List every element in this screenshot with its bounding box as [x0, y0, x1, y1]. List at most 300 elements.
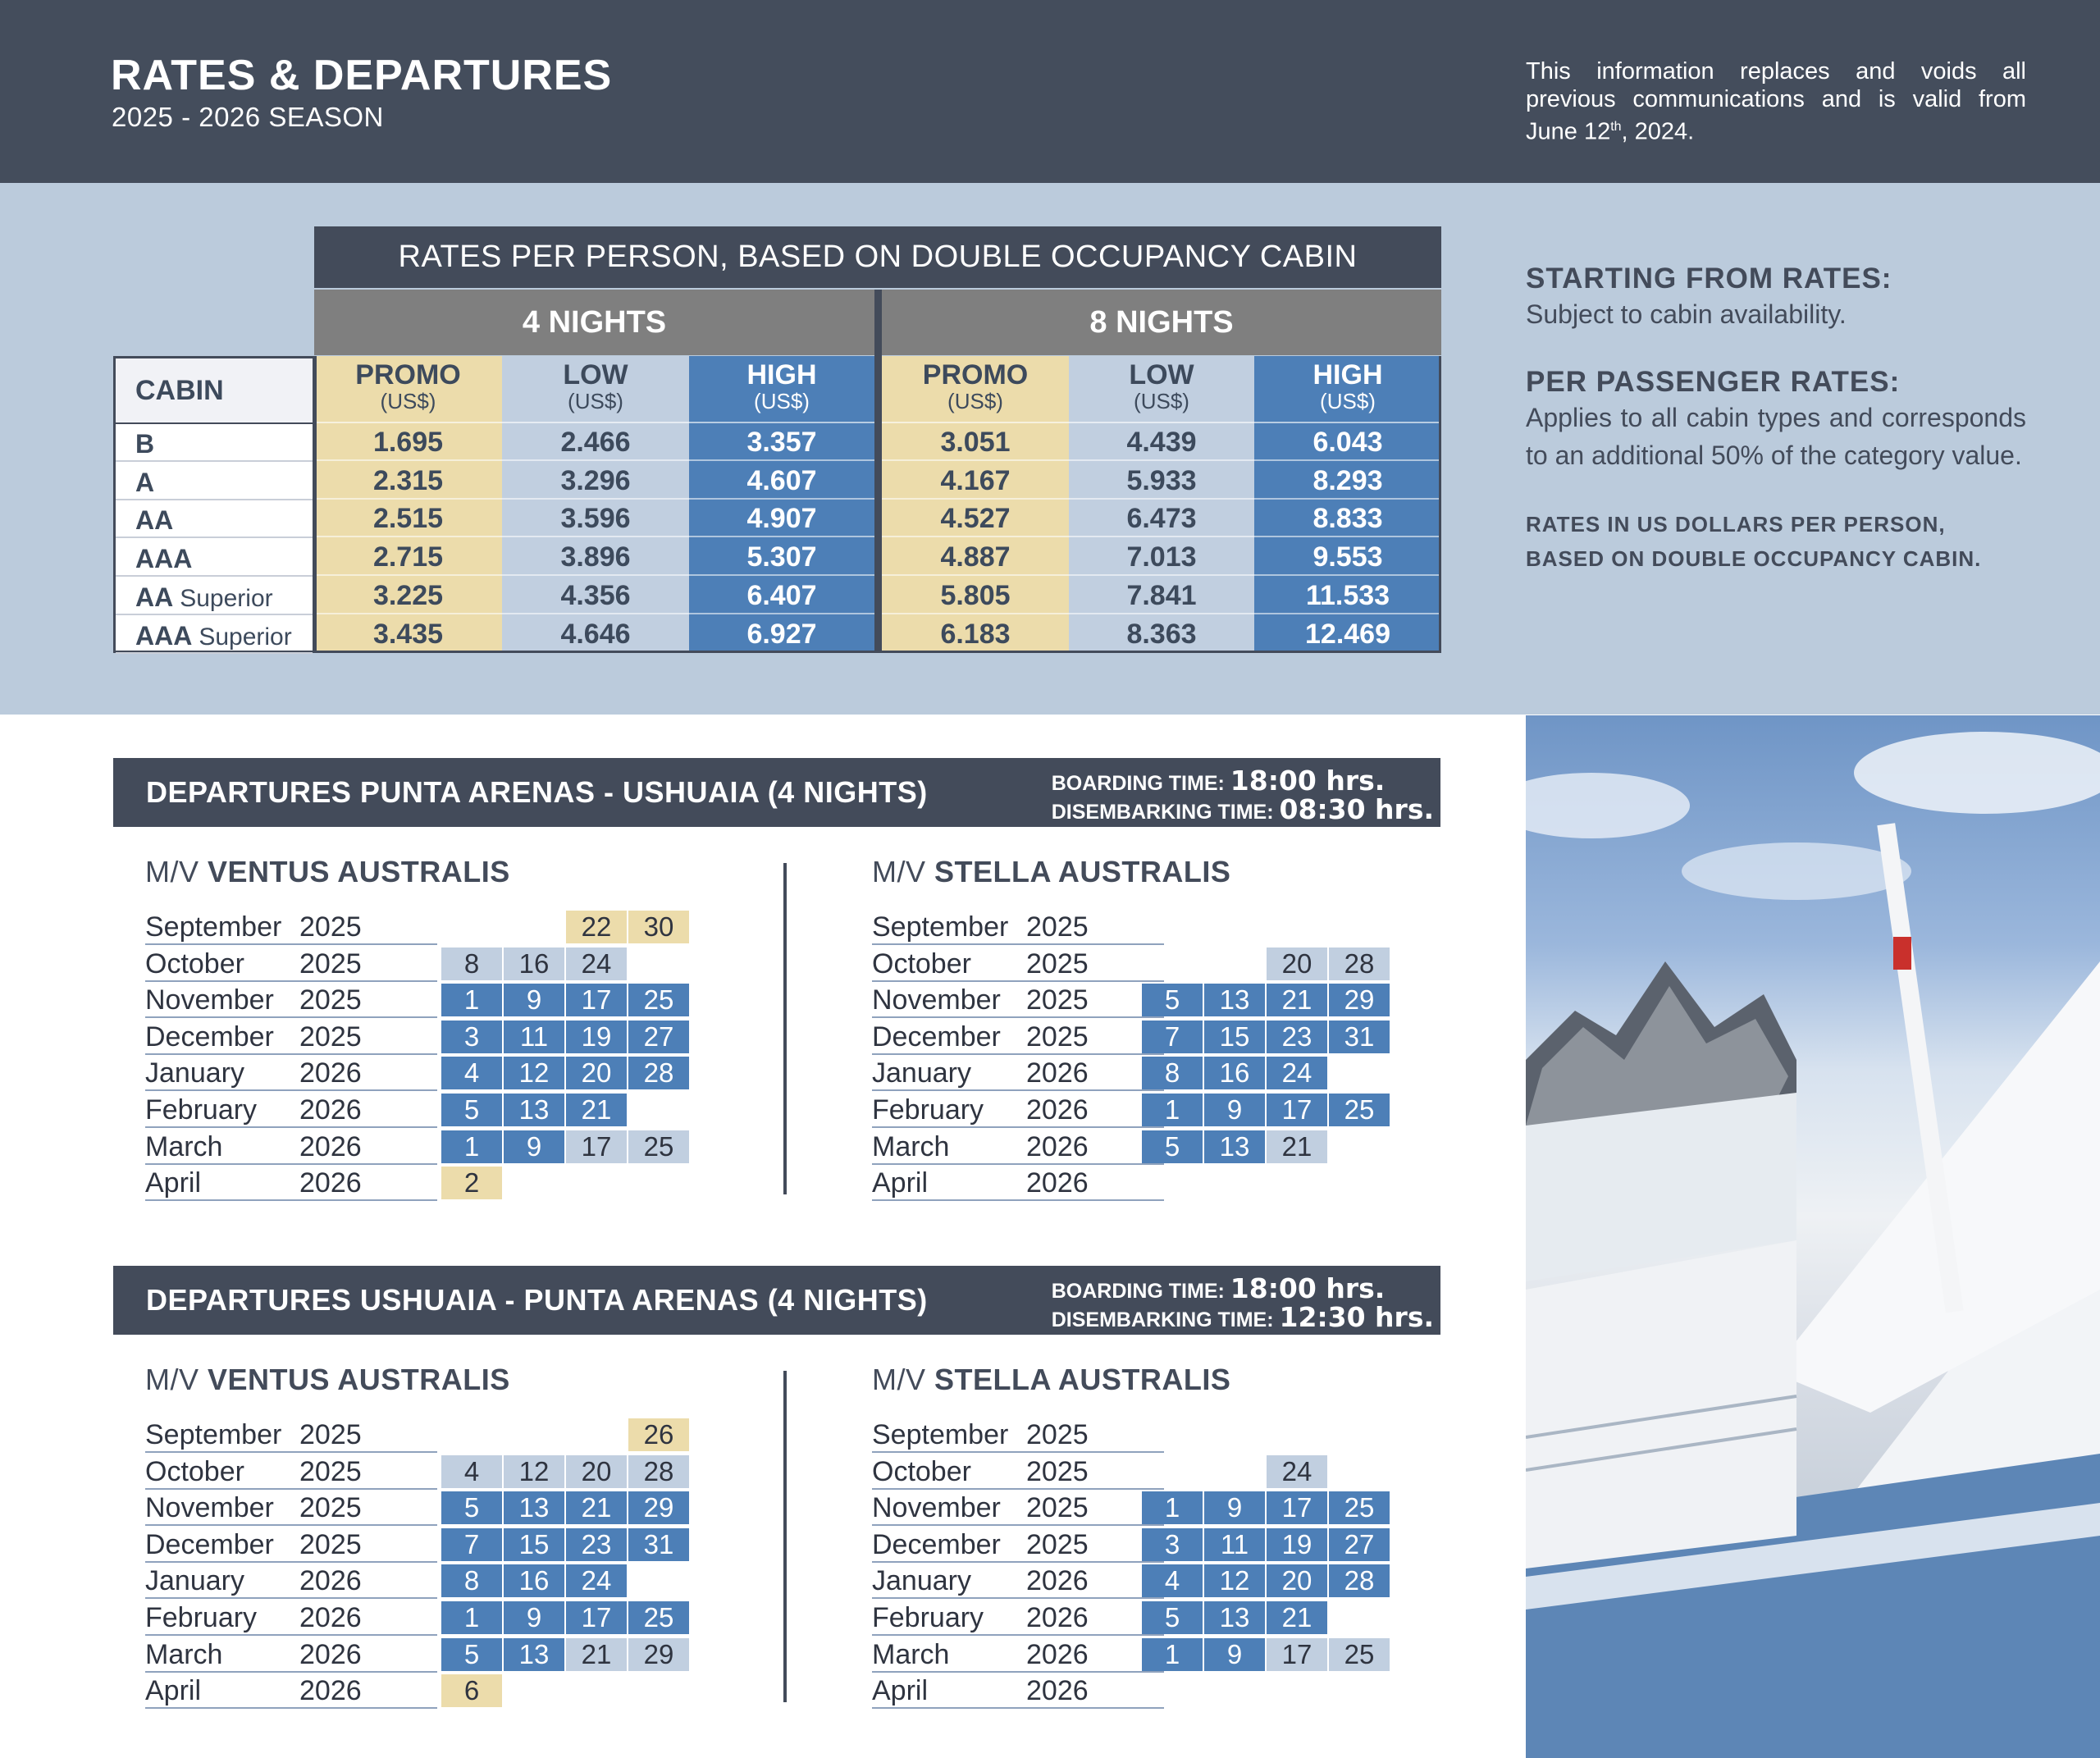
- departure-date: 1: [1142, 1094, 1203, 1126]
- month-row: [145, 1600, 441, 1636]
- rate-cell: 6.473: [1069, 500, 1254, 537]
- departure-date: 7: [441, 1528, 502, 1561]
- rates-divider: [874, 290, 882, 653]
- departure-date: 3: [441, 1021, 502, 1053]
- ship-deck-illustration: [1526, 715, 2100, 1758]
- departure-date: 24: [566, 947, 627, 980]
- departure-date: 23: [1267, 1021, 1327, 1053]
- departure-date: 25: [628, 1601, 689, 1634]
- departure-date: 5: [441, 1491, 502, 1524]
- rate-cell: 5.307: [689, 538, 874, 576]
- departure-date: 7: [1142, 1021, 1203, 1053]
- month-row: [145, 1673, 441, 1709]
- rate-column-unit: (US$): [754, 389, 810, 413]
- cabin-row: [116, 539, 313, 577]
- month-row: [872, 1673, 1167, 1709]
- departure-date: 1: [1142, 1491, 1203, 1524]
- month-row: [145, 1165, 441, 1201]
- departure-date: 12: [1204, 1564, 1265, 1597]
- rate-column-header: HIGH: [746, 359, 817, 390]
- month-row: [872, 946, 1167, 982]
- month-name: April: [145, 1167, 202, 1199]
- rate-column-n8-promo: [882, 356, 1069, 653]
- month-year: 2026: [1026, 1602, 1089, 1633]
- departure-date: 8: [441, 947, 502, 980]
- ship-name: STELLA AUSTRALIS: [934, 1363, 1231, 1396]
- month-name: December: [872, 1021, 1001, 1053]
- departure-date: 20: [1267, 1564, 1327, 1597]
- departure-date: 5: [441, 1638, 502, 1671]
- cabin-name: AAA: [135, 544, 193, 574]
- departure-date: 13: [504, 1094, 564, 1126]
- ship-prefix: M/V: [145, 855, 199, 888]
- month-name: February: [145, 1602, 258, 1633]
- month-name: March: [872, 1130, 950, 1162]
- ship-title: [145, 1363, 510, 1397]
- schedule-times: [1051, 765, 1434, 825]
- disembark-label: DISEMBARKING TIME:: [1051, 801, 1274, 824]
- month-name: March: [145, 1130, 223, 1162]
- ship-name: STELLA AUSTRALIS: [934, 855, 1231, 888]
- month-underline: [145, 1199, 437, 1201]
- month-row: [145, 909, 441, 945]
- departure-date: 12: [504, 1057, 564, 1089]
- rate-cell: 4.439: [1069, 423, 1254, 461]
- departure-date: 25: [1329, 1094, 1390, 1126]
- month-row: [145, 1527, 441, 1563]
- cabin-row: [116, 578, 313, 615]
- month-year: 2025: [299, 1455, 362, 1487]
- month-row: [872, 1165, 1167, 1201]
- month-year: 2025: [1026, 1528, 1089, 1560]
- rate-cell: 12.469: [1254, 615, 1441, 653]
- nights-8-header: 8 NIGHTS: [882, 290, 1441, 355]
- month-row: [872, 1490, 1167, 1526]
- month-name: November: [872, 1492, 1001, 1524]
- rate-cell: 2.315: [314, 462, 502, 500]
- month-year: 2025: [1026, 1492, 1089, 1524]
- ships-divider: [783, 863, 787, 1194]
- rate-column-header: LOW: [563, 359, 628, 390]
- schedule-times: [1051, 1272, 1434, 1333]
- month-name: December: [145, 1021, 274, 1053]
- departure-date: 15: [504, 1528, 564, 1561]
- disembark-time: 08:30 hrs.: [1279, 793, 1434, 825]
- departure-date: 24: [1267, 1455, 1327, 1488]
- rate-cell: 6.927: [689, 615, 874, 653]
- boarding-label: BOARDING TIME:: [1051, 1280, 1225, 1303]
- month-name: October: [145, 947, 244, 979]
- month-row: [872, 1637, 1167, 1673]
- page-title: RATES & DEPARTURES: [111, 52, 613, 99]
- departure-date: 11: [1204, 1528, 1265, 1561]
- validity-notice: [1526, 57, 2026, 146]
- departure-date: 17: [1267, 1638, 1327, 1671]
- rate-cell: 3.296: [502, 462, 689, 500]
- rate-column-header: LOW: [1129, 359, 1194, 390]
- ship-title: [872, 1363, 1230, 1397]
- month-row: [872, 1055, 1167, 1091]
- month-name: September: [872, 911, 1009, 943]
- departure-date: 4: [1142, 1564, 1203, 1597]
- rate-cell: 8.833: [1254, 500, 1441, 537]
- page-header: [0, 0, 2100, 183]
- ship-deck-photo: [1526, 715, 2100, 1758]
- validity-notice-end: , 2024.: [1621, 118, 1695, 145]
- departure-date: 25: [628, 1130, 689, 1163]
- month-year: 2026: [299, 1602, 362, 1633]
- rate-cell: 4.356: [502, 577, 689, 614]
- departures-title: DEPARTURES USHUAIA - PUNTA ARENAS (4 NIGHTS): [146, 1283, 928, 1317]
- month-year: 2026: [1026, 1094, 1089, 1126]
- departure-date: 1: [441, 1601, 502, 1634]
- month-row: [145, 1490, 441, 1526]
- rate-column-n4-promo: [314, 356, 502, 653]
- departure-date: 1: [1142, 1638, 1203, 1671]
- departure-date: 31: [1329, 1021, 1390, 1053]
- month-name: September: [145, 1419, 282, 1450]
- month-year: 2026: [1026, 1565, 1089, 1597]
- month-name: January: [872, 1057, 971, 1089]
- rate-column-unit: (US$): [947, 389, 1003, 413]
- season-subtitle: 2025 - 2026 SEASON: [112, 102, 384, 132]
- departure-date: 9: [504, 1601, 564, 1634]
- month-year: 2026: [299, 1638, 362, 1670]
- month-year: 2025: [1026, 1455, 1089, 1487]
- departure-date: 16: [504, 1564, 564, 1597]
- departure-date: 12: [504, 1455, 564, 1488]
- departure-date: 5: [1142, 1130, 1203, 1163]
- departure-date: 19: [1267, 1528, 1327, 1561]
- departure-date: 11: [504, 1021, 564, 1053]
- rate-cell: 3.225: [314, 577, 502, 614]
- month-year: 2025: [299, 1419, 362, 1450]
- month-row: [872, 1563, 1167, 1599]
- rate-cell: 4.887: [882, 538, 1069, 576]
- departure-date: 21: [1267, 1601, 1327, 1634]
- rate-column-n8-high: [1254, 356, 1441, 653]
- departure-date: 5: [1142, 1601, 1203, 1634]
- month-year: 2025: [1026, 947, 1089, 979]
- month-row: [145, 1417, 441, 1453]
- rate-cell: 5.933: [1069, 462, 1254, 500]
- month-year: 2025: [299, 1528, 362, 1560]
- departure-date: 17: [566, 984, 627, 1016]
- departure-date: 25: [1329, 1491, 1390, 1524]
- month-year: 2026: [1026, 1057, 1089, 1089]
- month-year: 2026: [299, 1057, 362, 1089]
- month-name: January: [145, 1057, 244, 1089]
- departure-date: 8: [441, 1564, 502, 1597]
- cabin-name: AAA: [135, 620, 193, 651]
- month-year: 2026: [1026, 1675, 1089, 1707]
- month-year: 2026: [1026, 1130, 1089, 1162]
- month-name: November: [145, 1492, 274, 1524]
- rate-cell: 3.435: [314, 615, 502, 653]
- rate-column-header: PROMO: [922, 359, 1029, 390]
- rate-column-n8-low: [1069, 356, 1254, 653]
- month-row: [145, 1055, 441, 1091]
- departure-date: 20: [1267, 947, 1327, 980]
- cabin-subname: Superior: [180, 584, 273, 612]
- month-name: September: [872, 1419, 1009, 1450]
- month-name: February: [872, 1094, 984, 1126]
- month-row: [145, 1092, 441, 1128]
- departures-header-1: [113, 1266, 1440, 1335]
- departure-date: 8: [1142, 1057, 1203, 1089]
- departure-date: 17: [566, 1130, 627, 1163]
- month-row: [145, 1019, 441, 1055]
- month-name: April: [872, 1167, 929, 1199]
- month-underline: [872, 1199, 1164, 1201]
- month-row: [872, 1019, 1167, 1055]
- departure-date: 16: [1204, 1057, 1265, 1089]
- month-year: 2025: [299, 911, 362, 943]
- month-year: 2025: [299, 947, 362, 979]
- departure-date: 26: [628, 1418, 689, 1451]
- departures-title: DEPARTURES PUNTA ARENAS - USHUAIA (4 NIGHTS): [146, 775, 928, 809]
- rate-cell: 9.553: [1254, 538, 1441, 576]
- month-year: 2025: [299, 1492, 362, 1524]
- rate-cell: 4.527: [882, 500, 1069, 537]
- boarding-time: 18:00 hrs.: [1230, 765, 1386, 797]
- month-row: [872, 982, 1167, 1018]
- departure-date: 22: [566, 911, 627, 943]
- rate-cell: 3.896: [502, 538, 689, 576]
- departure-date: 21: [1267, 984, 1327, 1016]
- departure-date: 24: [1267, 1057, 1327, 1089]
- month-row: [145, 1454, 441, 1490]
- month-year: 2026: [299, 1675, 362, 1707]
- departure-date: 1: [441, 1130, 502, 1163]
- month-name: February: [145, 1094, 258, 1126]
- month-year: 2026: [299, 1094, 362, 1126]
- month-name: February: [872, 1602, 984, 1633]
- month-name: April: [872, 1675, 929, 1707]
- departure-date: 21: [566, 1491, 627, 1524]
- ship-title: [872, 855, 1230, 889]
- departure-date: 17: [1267, 1491, 1327, 1524]
- month-name: October: [145, 1455, 244, 1487]
- cabin-header: CABIN: [116, 358, 313, 424]
- departure-date: 13: [1204, 1130, 1265, 1163]
- departure-date: 25: [1329, 1638, 1390, 1671]
- rate-column-unit: (US$): [1134, 389, 1189, 413]
- departure-date: 9: [1204, 1094, 1265, 1126]
- month-name: December: [145, 1528, 274, 1560]
- ship-prefix: M/V: [872, 1363, 926, 1396]
- departure-date: 4: [441, 1057, 502, 1089]
- ship-prefix: M/V: [145, 1363, 199, 1396]
- month-row: [145, 1637, 441, 1673]
- rate-cell: 8.363: [1069, 615, 1254, 653]
- departure-date: 9: [1204, 1491, 1265, 1524]
- month-row: [872, 1600, 1167, 1636]
- month-name: March: [145, 1638, 223, 1670]
- rate-cell: 7.841: [1069, 577, 1254, 614]
- cabin-row: [116, 424, 313, 462]
- rate-cell: 4.646: [502, 615, 689, 653]
- rate-column-unit: (US$): [380, 389, 436, 413]
- month-name: November: [145, 984, 274, 1016]
- validity-notice-sup: th: [1610, 120, 1622, 134]
- departure-date: 3: [1142, 1528, 1203, 1561]
- disembark-label: DISEMBARKING TIME:: [1051, 1308, 1274, 1331]
- validity-notice-text: This information replaces and voids all previous communications and is valid from June 12: [1526, 58, 2026, 145]
- departure-date: 27: [1329, 1528, 1390, 1561]
- rate-cell: 6.043: [1254, 423, 1441, 461]
- starting-rates-text: Subject to cabin availability.: [1526, 299, 1847, 329]
- rate-cell: 2.466: [502, 423, 689, 461]
- month-year: 2025: [299, 984, 362, 1016]
- month-year: 2025: [1026, 911, 1089, 943]
- boarding-label: BOARDING TIME:: [1051, 772, 1225, 795]
- rate-column-unit: (US$): [568, 389, 623, 413]
- departure-date: 28: [628, 1057, 689, 1089]
- departure-date: 31: [628, 1528, 689, 1561]
- month-year: 2026: [299, 1130, 362, 1162]
- departure-date: 5: [1142, 984, 1203, 1016]
- rate-cell: 4.167: [882, 462, 1069, 500]
- month-year: 2025: [299, 1021, 362, 1053]
- departure-date: 28: [1329, 1564, 1390, 1597]
- cabin-name: B: [135, 429, 155, 459]
- month-name: October: [872, 1455, 971, 1487]
- nights-4-header: 4 NIGHTS: [314, 290, 874, 355]
- month-name: January: [145, 1565, 244, 1597]
- month-row: [145, 1129, 441, 1165]
- rate-column-header: HIGH: [1312, 359, 1383, 390]
- departure-date: 17: [566, 1601, 627, 1634]
- month-row: [145, 1563, 441, 1599]
- month-row: [872, 1527, 1167, 1563]
- rate-cell: 11.533: [1254, 577, 1441, 614]
- departure-date: 4: [441, 1455, 502, 1488]
- rate-column-unit: (US$): [1320, 389, 1376, 413]
- month-year: 2026: [1026, 1638, 1089, 1670]
- departure-date: 9: [1204, 1638, 1265, 1671]
- ship-title: [145, 855, 510, 889]
- departure-date: 25: [628, 984, 689, 1016]
- rates-table-title: RATES PER PERSON, BASED ON DOUBLE OCCUPANCY CABIN: [314, 226, 1441, 288]
- cabin-name: A: [135, 467, 155, 497]
- cabin-row: [116, 500, 313, 538]
- departure-date: 9: [504, 984, 564, 1016]
- departure-date: 23: [566, 1528, 627, 1561]
- rate-cell: 1.695: [314, 423, 502, 461]
- departure-date: 28: [1329, 947, 1390, 980]
- rate-cell: 6.183: [882, 615, 1069, 653]
- passenger-rates-text: Applies to all cabin types and corresponds to an additional 50% of the category value.: [1526, 403, 2026, 470]
- cabin-row: [116, 616, 313, 654]
- month-row: [145, 946, 441, 982]
- rate-cell: 3.596: [502, 500, 689, 537]
- month-year: 2025: [1026, 1419, 1089, 1450]
- rate-cell: 7.013: [1069, 538, 1254, 576]
- departure-date: 27: [628, 1021, 689, 1053]
- month-name: December: [872, 1528, 1001, 1560]
- month-name: March: [872, 1638, 950, 1670]
- departure-date: 29: [1329, 984, 1390, 1016]
- departure-date: 30: [628, 911, 689, 943]
- departure-date: 16: [504, 947, 564, 980]
- month-year: 2026: [299, 1565, 362, 1597]
- ship-name: VENTUS AUSTRALIS: [208, 855, 510, 888]
- month-name: January: [872, 1565, 971, 1597]
- month-name: November: [872, 984, 1001, 1016]
- ship-prefix: M/V: [872, 855, 926, 888]
- ships-divider: [783, 1371, 787, 1702]
- rate-cell: 6.407: [689, 577, 874, 614]
- rate-cell: 2.515: [314, 500, 502, 537]
- month-name: April: [145, 1675, 202, 1707]
- month-year: 2025: [1026, 1021, 1089, 1053]
- departure-date: 20: [566, 1455, 627, 1488]
- departure-date: 28: [628, 1455, 689, 1488]
- rate-cell: 4.607: [689, 462, 874, 500]
- month-row: [872, 1454, 1167, 1490]
- rates-currency-note: RATES IN US DOLLARS PER PERSON, BASED ON DOUBLE OCCUPANCY CABIN.: [1526, 512, 1982, 571]
- month-underline: [145, 1707, 437, 1709]
- rate-cell: 3.357: [689, 423, 874, 461]
- departure-date: 2: [441, 1167, 502, 1199]
- departure-date: 17: [1267, 1094, 1327, 1126]
- cabin-name: AA: [135, 582, 174, 612]
- departure-date: 21: [566, 1094, 627, 1126]
- month-row: [872, 1129, 1167, 1165]
- month-year: 2026: [1026, 1167, 1089, 1199]
- departure-date: 13: [1204, 1601, 1265, 1634]
- disembark-time: 12:30 hrs.: [1279, 1301, 1434, 1333]
- cabin-row: [116, 463, 313, 500]
- month-year: 2026: [299, 1167, 362, 1199]
- passenger-rates-heading: PER PASSENGER RATES:: [1526, 366, 1901, 398]
- rate-cell: 5.805: [882, 577, 1069, 614]
- ship-name: VENTUS AUSTRALIS: [208, 1363, 510, 1396]
- departure-date: 19: [566, 1021, 627, 1053]
- departure-date: 13: [1204, 984, 1265, 1016]
- month-year: 2025: [1026, 984, 1089, 1016]
- rates-notes: [1526, 263, 2026, 576]
- departure-date: 15: [1204, 1021, 1265, 1053]
- cabin-name: AA: [135, 505, 174, 536]
- starting-rates-heading: STARTING FROM RATES:: [1526, 263, 1892, 295]
- departure-date: 20: [566, 1057, 627, 1089]
- departure-date: 13: [504, 1638, 564, 1671]
- cabin-subname: Superior: [199, 623, 292, 651]
- boarding-time: 18:00 hrs.: [1230, 1272, 1386, 1304]
- departure-date: 9: [504, 1130, 564, 1163]
- rate-cell: 4.907: [689, 500, 874, 537]
- rate-column-n4-low: [502, 356, 689, 653]
- month-name: September: [145, 911, 282, 943]
- month-row: [872, 909, 1167, 945]
- month-underline: [872, 1707, 1164, 1709]
- rate-cell: 3.051: [882, 423, 1069, 461]
- departure-date: 21: [566, 1638, 627, 1671]
- departure-date: 29: [628, 1638, 689, 1671]
- departures-header-0: [113, 758, 1440, 827]
- rate-cell: 8.293: [1254, 462, 1441, 500]
- rate-cell: 2.715: [314, 538, 502, 576]
- month-row: [145, 982, 441, 1018]
- departure-date: 6: [441, 1674, 502, 1707]
- rate-column-header: PROMO: [355, 359, 461, 390]
- departure-date: 5: [441, 1094, 502, 1126]
- month-row: [872, 1417, 1167, 1453]
- rate-column-n4-high: [689, 356, 874, 653]
- departure-date: 13: [504, 1491, 564, 1524]
